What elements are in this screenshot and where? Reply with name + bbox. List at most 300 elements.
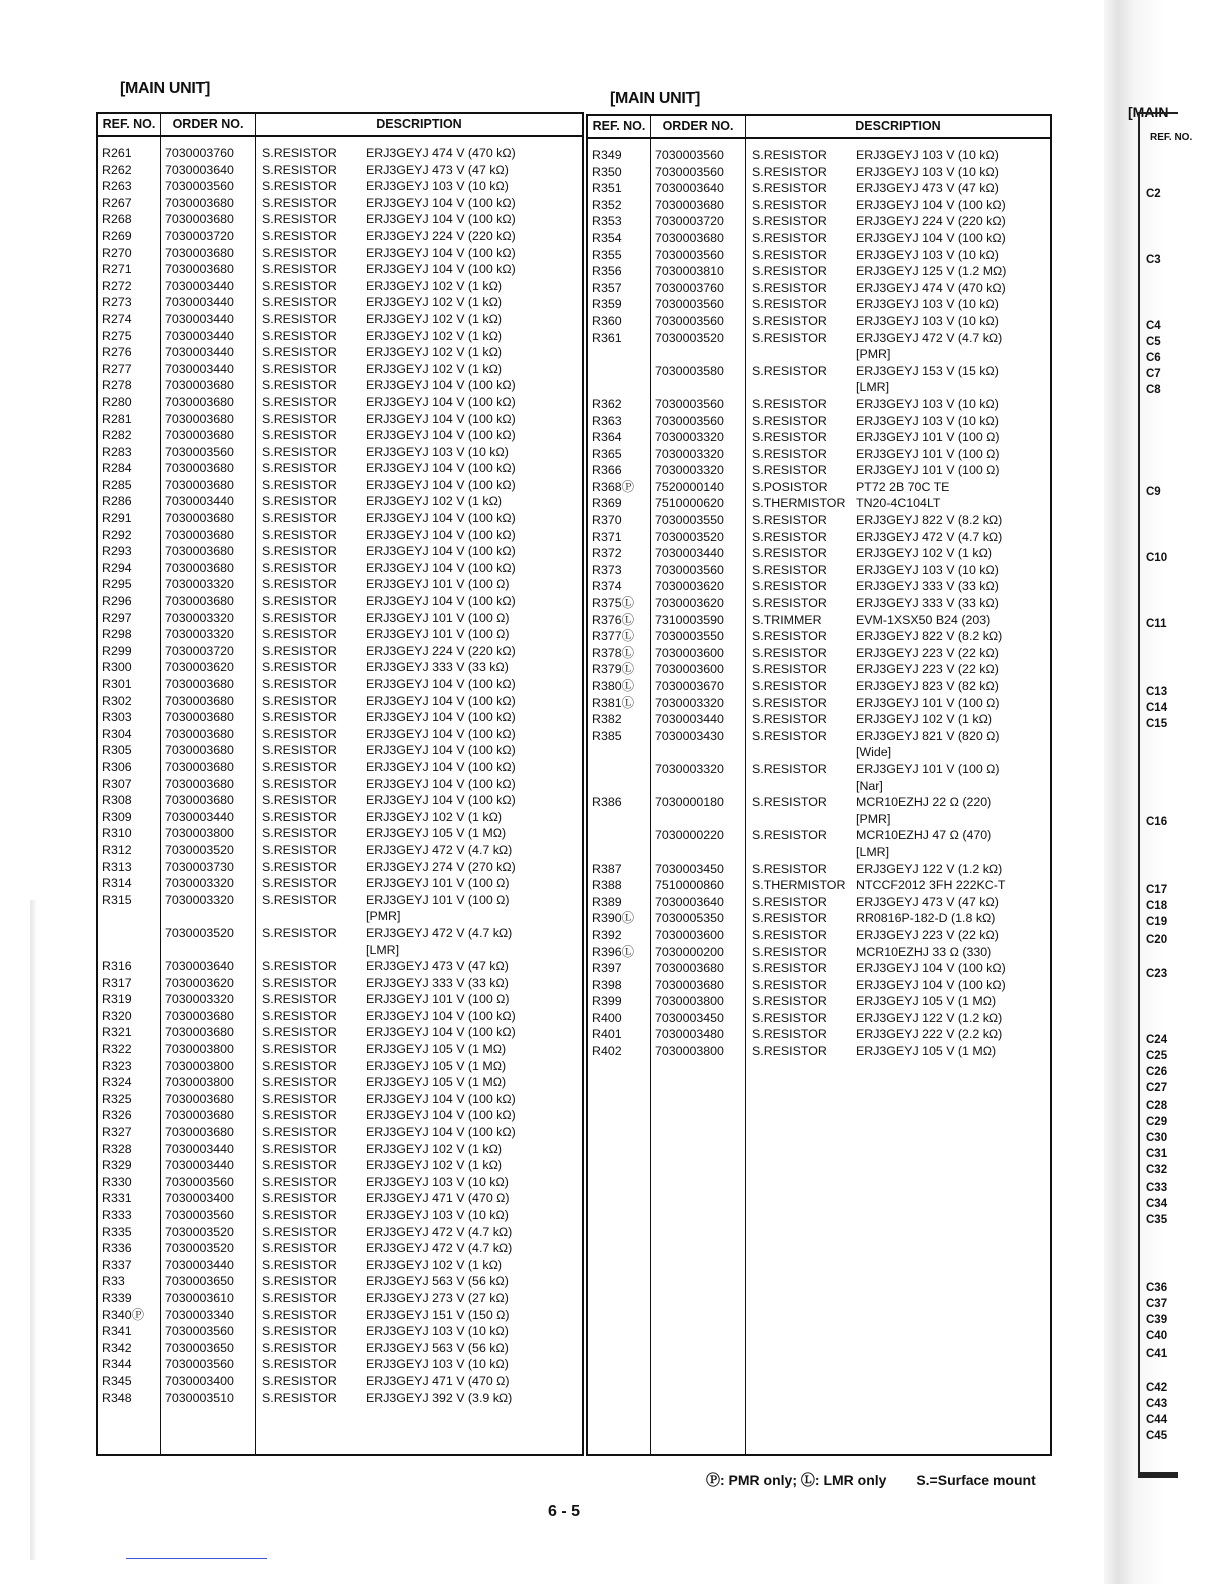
order-no-cell: 7030003320: [651, 695, 746, 712]
ref-no-cell: R263: [97, 178, 161, 195]
order-no-cell: 7030003680: [161, 211, 256, 228]
table-row: [97, 842, 583, 859]
next-page-ref-item: C42: [1146, 1382, 1168, 1394]
description-cell: ERJ3GEYJ 102 V (1 kΩ): [366, 361, 502, 376]
next-page-ref-item: C31: [1146, 1148, 1168, 1160]
description-cell: ERJ3GEYJ 472 V (4.7 kΩ): [366, 925, 513, 940]
part-type-cell: S.RESISTOR: [262, 262, 337, 277]
next-page-ref-item: C27: [1146, 1082, 1168, 1094]
table-row: [587, 977, 1051, 994]
table-row: [97, 1290, 583, 1307]
next-page-ref-item: C23: [1146, 968, 1168, 980]
ref-no-cell: R356: [587, 263, 651, 280]
part-type-cell: S.RESISTOR: [752, 413, 827, 428]
filler-cell: [256, 1406, 363, 1455]
filler-cell: [161, 1406, 256, 1455]
table-row: [587, 628, 1051, 645]
table-row: [97, 527, 583, 544]
ref-no-cell: R333: [97, 1207, 161, 1224]
description-cell: ERJ3GEYJ 104 V (100 kΩ): [366, 560, 516, 575]
order-no-cell: 7030003560: [651, 413, 746, 430]
description-cell: ERJ3GEYJ 103 V (10 kΩ): [856, 413, 999, 428]
ref-no-cell: R375Ⓛ: [587, 595, 651, 612]
description-cell: ERJ3GEYJ 104 V (100 kΩ): [366, 1008, 516, 1023]
table-row: [587, 263, 1051, 280]
part-type-cell: S.RESISTOR: [262, 1058, 337, 1073]
ref-no-cell: R306: [97, 759, 161, 776]
ref-no-cell: R345: [97, 1373, 161, 1390]
description-cell: ERJ3GEYJ 104 V (100 kΩ): [366, 428, 516, 443]
part-type-cell: S.RESISTOR: [752, 330, 827, 345]
part-type-cell: S.RESISTOR: [752, 861, 827, 876]
table-row: [587, 429, 1051, 446]
order-no-cell: 7030003430: [651, 728, 746, 745]
ref-no-cell: R281: [97, 411, 161, 428]
order-no-cell: 7030003640: [161, 958, 256, 975]
description-cell: MCR10EZHJ 47 Ω (470): [856, 828, 992, 843]
ref-no-cell: R396Ⓛ: [587, 944, 651, 961]
table-row: [97, 676, 583, 693]
description-cell: ERJ3GEYJ 333 V (33 kΩ): [366, 975, 509, 990]
ref-no-cell: R354: [587, 230, 651, 247]
order-no-cell: [161, 908, 256, 925]
ref-no-cell: [587, 346, 651, 363]
part-type-cell: S.RESISTOR: [752, 230, 827, 245]
part-type-cell: S.RESISTOR: [262, 842, 337, 857]
description-cell: ERJ3GEYJ 471 V (470 Ω): [366, 1373, 510, 1388]
ref-no-cell: R322: [97, 1041, 161, 1058]
table-row: [587, 213, 1051, 230]
part-type-cell: S.RESISTOR: [262, 361, 337, 376]
table-row: [587, 197, 1051, 214]
next-page-ref-item: C35: [1146, 1214, 1168, 1226]
description-cell: ERJ3GEYJ 472 V (4.7 kΩ): [366, 1241, 513, 1256]
left-parts-table: [96, 112, 584, 1456]
order-no-cell: 7030003680: [161, 394, 256, 411]
description-cell: ERJ3GEYJ 102 V (1 kΩ): [366, 328, 502, 343]
description-cell: ERJ3GEYJ 224 V (220 kΩ): [366, 643, 516, 658]
part-type-cell: S.RESISTOR: [262, 1158, 337, 1173]
description-cell: ERJ3GEYJ 104 V (100 kΩ): [366, 378, 516, 393]
ref-no-cell: R340Ⓟ: [97, 1307, 161, 1324]
description-cell: ERJ3GEYJ 102 V (1 kΩ): [366, 345, 502, 360]
ref-no-cell: R277: [97, 361, 161, 378]
ref-no-cell: R294: [97, 560, 161, 577]
order-no-cell: [651, 379, 746, 396]
order-no-cell: 7030003680: [161, 245, 256, 262]
filler-cell: [97, 1406, 161, 1455]
table-row: [97, 211, 583, 228]
description-cell: ERJ3GEYJ 101 V (100 Ω): [856, 695, 1000, 710]
next-page-ref-item: C3: [1146, 254, 1161, 266]
description-cell: ERJ3GEYJ 104 V (100 kΩ): [366, 710, 516, 725]
table-row: [587, 778, 1051, 795]
part-type-cell: S.RESISTOR: [262, 726, 337, 741]
description-cell: ERJ3GEYJ 104 V (100 kΩ): [366, 743, 516, 758]
ref-no-cell: R319: [97, 991, 161, 1008]
table-row: [587, 827, 1051, 844]
next-page-ref-item: C25: [1146, 1050, 1168, 1062]
part-type-cell: S.RESISTOR: [262, 527, 337, 542]
table-row: [97, 1307, 583, 1324]
ref-no-cell: R299: [97, 643, 161, 660]
part-type-cell: S.RESISTOR: [752, 297, 827, 312]
order-no-cell: 7030003510: [161, 1390, 256, 1407]
table-row: [587, 413, 1051, 430]
table-row: [97, 427, 583, 444]
ref-no-cell: R267: [97, 195, 161, 212]
order-no-cell: 7030003320: [161, 610, 256, 627]
order-no-cell: 7030003680: [161, 1124, 256, 1141]
part-type-cell: S.RESISTOR: [262, 1174, 337, 1189]
table-row: [97, 643, 583, 660]
page-number: 6 - 5: [548, 1503, 581, 1520]
ref-no-cell: R361: [587, 330, 651, 347]
ref-no-cell: R276: [97, 344, 161, 361]
ref-no-cell: R270: [97, 245, 161, 262]
next-page-ref-item: C9: [1146, 486, 1161, 498]
table-row: [587, 479, 1051, 496]
part-type-cell: S.RESISTOR: [752, 579, 827, 594]
part-type-cell: S.RESISTOR: [262, 494, 337, 509]
part-type-cell: S.RESISTOR: [752, 927, 827, 942]
table-row: [587, 678, 1051, 695]
table-row: [97, 228, 583, 245]
order-no-cell: 7520000140: [651, 479, 746, 496]
ref-no-cell: R323: [97, 1058, 161, 1075]
description-cell: MCR10EZHJ 33 Ω (330): [856, 944, 992, 959]
description-cell: ERJ3GEYJ 104 V (100 kΩ): [366, 1091, 516, 1106]
order-no-cell: 7030003680: [161, 709, 256, 726]
description-cell: ERJ3GEYJ 474 V (470 kΩ): [856, 280, 1006, 295]
next-page-ref-item: C26: [1146, 1066, 1168, 1078]
table-row: [587, 960, 1051, 977]
part-type-cell: S.RESISTOR: [752, 712, 827, 727]
ref-no-cell: R327: [97, 1124, 161, 1141]
ref-no-cell: R379Ⓛ: [587, 661, 651, 678]
part-type-cell: [746, 778, 853, 795]
description-cell: ERJ3GEYJ 473 V (47 kΩ): [856, 181, 999, 196]
ref-no-cell: [97, 925, 161, 942]
ref-no-cell: R310: [97, 825, 161, 842]
order-no-cell: 7030003440: [161, 294, 256, 311]
part-type-cell: S.RESISTOR: [752, 728, 827, 743]
order-no-cell: 7030003320: [161, 576, 256, 593]
part-type-cell: S.RESISTOR: [262, 1075, 337, 1090]
next-page-ref-item: C36: [1146, 1282, 1168, 1294]
part-type-cell: S.RESISTOR: [262, 776, 337, 791]
table-row: [97, 1058, 583, 1075]
table-row: [97, 942, 583, 959]
part-type-cell: S.RESISTOR: [262, 461, 337, 476]
next-page-ref-item: C43: [1146, 1398, 1168, 1410]
part-type-cell: S.RESISTOR: [262, 793, 337, 808]
order-no-cell: 7030003760: [161, 136, 256, 162]
table-row: [587, 794, 1051, 811]
table-row: [587, 562, 1051, 579]
table-filler-row: [587, 1060, 1051, 1455]
order-no-cell: 7030003320: [651, 429, 746, 446]
order-no-cell: 7030005350: [651, 910, 746, 927]
description-cell: ERJ3GEYJ 104 V (100 kΩ): [366, 245, 516, 260]
part-type-cell: S.RESISTOR: [262, 278, 337, 293]
description-cell: ERJ3GEYJ 101 V (100 Ω): [856, 463, 1000, 478]
description-cell: ERJ3GEYJ 104 V (100 kΩ): [366, 262, 516, 277]
table-row: [587, 711, 1051, 728]
ref-no-cell: R33: [97, 1273, 161, 1290]
description-cell: ERJ3GEYJ 102 V (1 kΩ): [366, 809, 502, 824]
description-cell: ERJ3GEYJ 392 V (3.9 kΩ): [366, 1390, 513, 1405]
order-no-cell: 7030000220: [651, 827, 746, 844]
table-row: [587, 894, 1051, 911]
table-row: [97, 1091, 583, 1108]
next-page-heading: [MAIN: [1128, 104, 1169, 120]
ref-no-cell: [587, 844, 651, 861]
order-no-cell: 7030003800: [161, 1058, 256, 1075]
description-cell: ERJ3GEYJ 102 V (1 kΩ): [366, 494, 502, 509]
ref-no-cell: R283: [97, 444, 161, 461]
order-no-cell: 7030003680: [161, 1091, 256, 1108]
table-row: [587, 993, 1051, 1010]
order-no-cell: 7030003800: [161, 1074, 256, 1091]
description-cell: ERJ3GEYJ 101 V (100 Ω): [366, 610, 510, 625]
next-page-ref-item: C13: [1146, 686, 1168, 698]
order-no-cell: 7030003730: [161, 859, 256, 876]
description-cell: ERJ3GEYJ 101 V (100 Ω): [856, 446, 1000, 461]
part-type-cell: S.RESISTOR: [262, 809, 337, 824]
order-no-cell: 7030003610: [161, 1290, 256, 1307]
order-no-cell: 7030003680: [161, 742, 256, 759]
ref-no-cell: R372: [587, 545, 651, 562]
table-row: [587, 138, 1051, 164]
part-type-cell: S.RESISTOR: [262, 859, 337, 874]
ref-no-cell: [97, 908, 161, 925]
order-no-cell: 7030003560: [651, 138, 746, 164]
part-type-cell: S.RESISTOR: [262, 693, 337, 708]
col-ref-header: REF. NO.: [97, 113, 161, 136]
ref-no-cell: R321: [97, 1024, 161, 1041]
ref-no-cell: R291: [97, 510, 161, 527]
ref-no-cell: R326: [97, 1107, 161, 1124]
part-type-cell: S.RESISTOR: [752, 662, 827, 677]
ref-no-cell: R360: [587, 313, 651, 330]
ref-no-cell: R339: [97, 1290, 161, 1307]
next-page-ref-item: C28: [1146, 1100, 1168, 1112]
description-cell: ERJ3GEYJ 103 V (10 kΩ): [856, 396, 999, 411]
order-no-cell: 7030003720: [161, 643, 256, 660]
part-type-cell: S.RESISTOR: [262, 759, 337, 774]
description-cell: ERJ3GEYJ 104 V (100 kΩ): [366, 461, 516, 476]
right-heading: [MAIN UNIT]: [610, 90, 701, 107]
description-cell: RR0816P-182-D (1.8 kΩ): [856, 911, 996, 926]
description-cell: ERJ3GEYJ 104 V (100 kΩ): [856, 230, 1006, 245]
part-type-cell: S.RESISTOR: [262, 1008, 337, 1023]
part-type-cell: S.RESISTOR: [752, 961, 827, 976]
description-cell: ERJ3GEYJ 101 V (100 Ω): [856, 761, 1000, 776]
order-no-cell: 7030003620: [161, 659, 256, 676]
ref-no-cell: R344: [97, 1356, 161, 1373]
next-page-ref-item: C29: [1146, 1116, 1168, 1128]
part-type-cell: S.RESISTOR: [262, 378, 337, 393]
description-cell: [PMR]: [856, 811, 891, 826]
description-cell: ERJ3GEYJ 104 V (100 kΩ): [366, 477, 516, 492]
ref-no-cell: R296: [97, 593, 161, 610]
next-page-ref-item: C4: [1146, 320, 1161, 332]
order-no-cell: 7030003560: [161, 1207, 256, 1224]
table-row: [97, 792, 583, 809]
ref-no-cell: R325: [97, 1091, 161, 1108]
part-type-cell: S.RESISTOR: [752, 679, 827, 693]
ref-no-cell: R353: [587, 213, 651, 230]
ref-no-cell: R401: [587, 1026, 651, 1043]
description-cell: ERJ3GEYJ 101 V (100 Ω): [366, 577, 510, 592]
table-row: [587, 346, 1051, 363]
order-no-cell: 7030003320: [651, 761, 746, 778]
part-type-cell: S.RESISTOR: [752, 197, 827, 212]
table-row: [587, 462, 1051, 479]
order-no-cell: 7030003680: [651, 230, 746, 247]
part-type-cell: S.RESISTOR: [262, 477, 337, 492]
order-no-cell: 7030003670: [651, 678, 746, 695]
table-row: [587, 313, 1051, 330]
description-cell: ERJ3GEYJ 222 V (2.2 kΩ): [856, 1027, 1003, 1042]
description-cell: ERJ3GEYJ 104 V (100 kΩ): [856, 961, 1006, 976]
description-cell: ERJ3GEYJ 105 V (1 MΩ): [856, 994, 997, 1009]
order-no-cell: 7030003680: [161, 593, 256, 610]
ref-no-cell: R366: [587, 462, 651, 479]
table-row: [97, 411, 583, 428]
table-row: [97, 1008, 583, 1025]
table-row: [97, 394, 583, 411]
table-row: [97, 1224, 583, 1241]
description-cell: ERJ3GEYJ 102 V (1 kΩ): [366, 1158, 502, 1173]
ref-no-cell: R388: [587, 877, 651, 894]
description-cell: ERJ3GEYJ 103 V (10 kΩ): [856, 313, 999, 328]
order-no-cell: 7030003620: [651, 578, 746, 595]
order-no-cell: 7030003650: [161, 1340, 256, 1357]
description-cell: ERJ3GEYJ 103 V (10 kΩ): [856, 164, 999, 179]
description-cell: ERJ3GEYJ 472 V (4.7 kΩ): [366, 842, 513, 857]
order-no-cell: [651, 844, 746, 861]
part-type-cell: S.RESISTOR: [752, 645, 827, 660]
table-row: [97, 659, 583, 676]
order-no-cell: 7030003320: [651, 462, 746, 479]
table-row: [97, 759, 583, 776]
description-cell: ERJ3GEYJ 103 V (10 kΩ): [856, 148, 999, 162]
part-type-cell: S.RESISTOR: [262, 345, 337, 360]
table-row: [587, 744, 1051, 761]
order-no-cell: 7030003600: [651, 661, 746, 678]
ref-no-cell: R330: [97, 1174, 161, 1191]
part-type-cell: S.RESISTOR: [262, 1324, 337, 1339]
ref-no-cell: R304: [97, 726, 161, 743]
table-row: [97, 1390, 583, 1407]
next-page-ref-item: C37: [1146, 1298, 1168, 1310]
table-row: [587, 811, 1051, 828]
order-no-cell: 7030003680: [161, 676, 256, 693]
description-cell: ERJ3GEYJ 103 V (10 kΩ): [856, 297, 999, 312]
ref-no-cell: R309: [97, 809, 161, 826]
description-cell: ERJ3GEYJ 473 V (47 kΩ): [856, 894, 999, 909]
next-page-ref-item: C18: [1146, 900, 1168, 912]
description-cell: ERJ3GEYJ 104 V (100 kΩ): [856, 197, 1006, 212]
next-page-ref-item: C32: [1146, 1164, 1168, 1176]
ref-no-cell: R298: [97, 626, 161, 643]
order-no-cell: 7030003680: [161, 560, 256, 577]
next-page-ref-item: C7: [1146, 368, 1161, 380]
part-type-cell: S.RESISTOR: [262, 1274, 337, 1289]
order-no-cell: 7030003440: [161, 493, 256, 510]
order-no-cell: 7030003480: [651, 1026, 746, 1043]
ref-no-cell: R362: [587, 396, 651, 413]
ref-no-cell: R302: [97, 693, 161, 710]
order-no-cell: 7030003680: [161, 1107, 256, 1124]
part-type-cell: S.RESISTOR: [752, 629, 827, 644]
ref-no-cell: R369: [587, 495, 651, 512]
description-cell: ERJ3GEYJ 104 V (100 kΩ): [366, 793, 516, 808]
description-cell: ERJ3GEYJ 102 V (1 kΩ): [856, 546, 992, 561]
ref-no-cell: R351: [587, 180, 651, 197]
ref-no-cell: R335: [97, 1224, 161, 1241]
table-row: [97, 726, 583, 743]
description-cell: ERJ3GEYJ 472 V (4.7 kΩ): [856, 529, 1003, 544]
order-no-cell: 7030003560: [651, 396, 746, 413]
part-type-cell: S.RESISTOR: [262, 677, 337, 691]
order-no-cell: 7030003680: [651, 197, 746, 214]
table-row: [587, 396, 1051, 413]
col-description-header: DESCRIPTION: [256, 113, 584, 136]
table-row: [587, 180, 1051, 197]
description-cell: ERJ3GEYJ 104 V (100 kΩ): [366, 759, 516, 774]
table-filler-row: [97, 1406, 583, 1455]
order-no-cell: 7030003450: [651, 1010, 746, 1027]
table-row: [97, 1257, 583, 1274]
part-type-cell: S.RESISTOR: [262, 975, 337, 990]
part-type-cell: S.THERMISTOR: [752, 496, 846, 511]
order-no-cell: 7030003680: [161, 427, 256, 444]
part-type-cell: S.RESISTOR: [752, 1044, 827, 1059]
order-no-cell: 7030003560: [651, 164, 746, 181]
ref-no-cell: R284: [97, 460, 161, 477]
table-row: [97, 1323, 583, 1340]
description-cell: ERJ3GEYJ 102 V (1 kΩ): [366, 1257, 502, 1272]
col-order-header: ORDER NO.: [651, 115, 746, 138]
order-no-cell: 7030003560: [161, 444, 256, 461]
description-cell: ERJ3GEYJ 151 V (150 Ω): [366, 1307, 510, 1322]
part-type-cell: S.RESISTOR: [752, 247, 827, 262]
ref-no-cell: R269: [97, 228, 161, 245]
next-page-ref-item: C11: [1146, 618, 1167, 630]
part-type-cell: S.RESISTOR: [752, 148, 827, 162]
order-no-cell: 7030003440: [161, 1257, 256, 1274]
order-no-cell: 7030003680: [161, 377, 256, 394]
ref-no-cell: R399: [587, 993, 651, 1010]
order-no-cell: 7030003340: [161, 1307, 256, 1324]
table-row: [97, 178, 583, 195]
ref-no-cell: [97, 942, 161, 959]
ref-no-cell: R377Ⓛ: [587, 628, 651, 645]
next-page-ref-header: REF. NO.: [1150, 132, 1193, 143]
part-type-cell: S.RESISTOR: [262, 1091, 337, 1106]
order-no-cell: 7030003400: [161, 1373, 256, 1390]
next-page-ref-item: C30: [1146, 1132, 1168, 1144]
next-page-table-edge: [1138, 112, 1178, 1478]
part-type-cell: [746, 811, 853, 828]
part-type-cell: S.POSISTOR: [752, 479, 828, 494]
ref-no-cell: R336: [97, 1240, 161, 1257]
order-no-cell: 7030003680: [161, 792, 256, 809]
ref-no-cell: R380Ⓛ: [587, 678, 651, 695]
